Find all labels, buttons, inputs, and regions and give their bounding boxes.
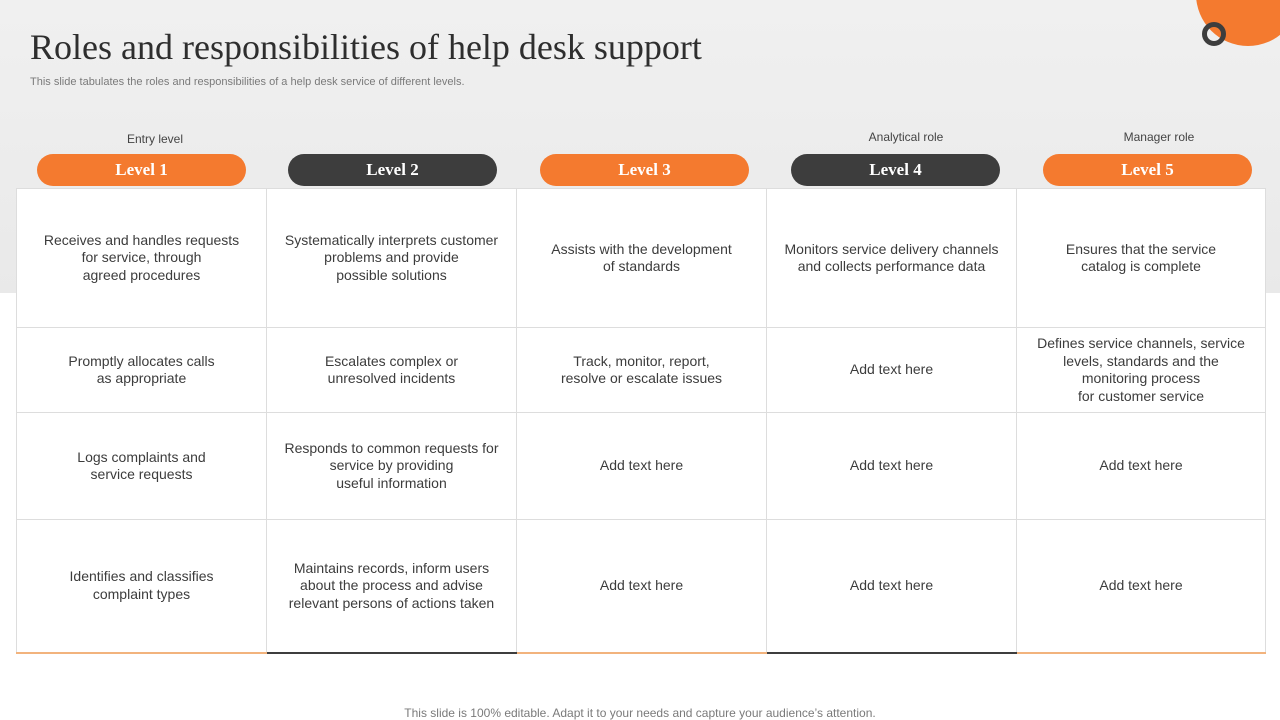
table-row (17, 413, 1266, 520)
table-cell: Maintains records, inform users about the process and advise relevant persons of actions taken (267, 520, 517, 653)
table-cell: Monitors service delivery channels and collects performance data (767, 189, 1017, 328)
table-cell: Defines service channels, service levels, standards and the monitoring process for customer service (1017, 328, 1266, 413)
level-1-header: Level 1 (37, 154, 246, 186)
table-cell: Add text here (1017, 520, 1266, 653)
table-cell: Systematically interprets customer problems and provide possible solutions (267, 189, 517, 328)
slide-title: Roles and responsibilities of help desk support (30, 27, 702, 67)
table-cell: Escalates complex or unresolved incidents (267, 328, 517, 413)
table-cell: Add text here (517, 413, 767, 520)
table-cell: Add text here (517, 520, 767, 653)
table-cell: Add text here (767, 328, 1017, 413)
level-3-header: Level 3 (540, 154, 749, 186)
table-cell: Track, monitor, report, resolve or escalate issues (517, 328, 767, 413)
level-5-header: Level 5 (1043, 154, 1252, 186)
decorative-ring-icon (1202, 22, 1226, 46)
table-cell: Assists with the development of standards (517, 189, 767, 328)
level-4-header: Level 4 (791, 154, 1000, 186)
slide-subtitle: This slide tabulates the roles and responsibilities of a help desk service of different levels. (30, 76, 465, 88)
table-cell: Receives and handles requests for service, through agreed procedures (17, 189, 267, 328)
role-label-entry-level: Entry level (126, 132, 184, 146)
footer-note: This slide is 100% editable. Adapt it to your needs and capture your audience’s attention. (404, 706, 876, 720)
table-row (17, 328, 1266, 413)
role-label-manager-role: Manager role (1123, 130, 1195, 144)
table-row (17, 189, 1266, 328)
table-cell: Add text here (767, 413, 1017, 520)
table-cell: Responds to common requests for service by providing useful information (267, 413, 517, 520)
table-cell: Identifies and classifies complaint types (17, 520, 267, 653)
level-2-header: Level 2 (288, 154, 497, 186)
table-cell: Ensures that the service catalog is complete (1017, 189, 1266, 328)
table-row (17, 520, 1266, 653)
table-cell: Add text here (1017, 413, 1266, 520)
table-cell: Logs complaints and service requests (17, 413, 267, 520)
table-cell: Promptly allocates calls as appropriate (17, 328, 267, 413)
role-label-analytical-role: Analytical role (868, 130, 944, 144)
table-cell: Add text here (767, 520, 1017, 653)
responsibilities-table (16, 188, 1266, 654)
